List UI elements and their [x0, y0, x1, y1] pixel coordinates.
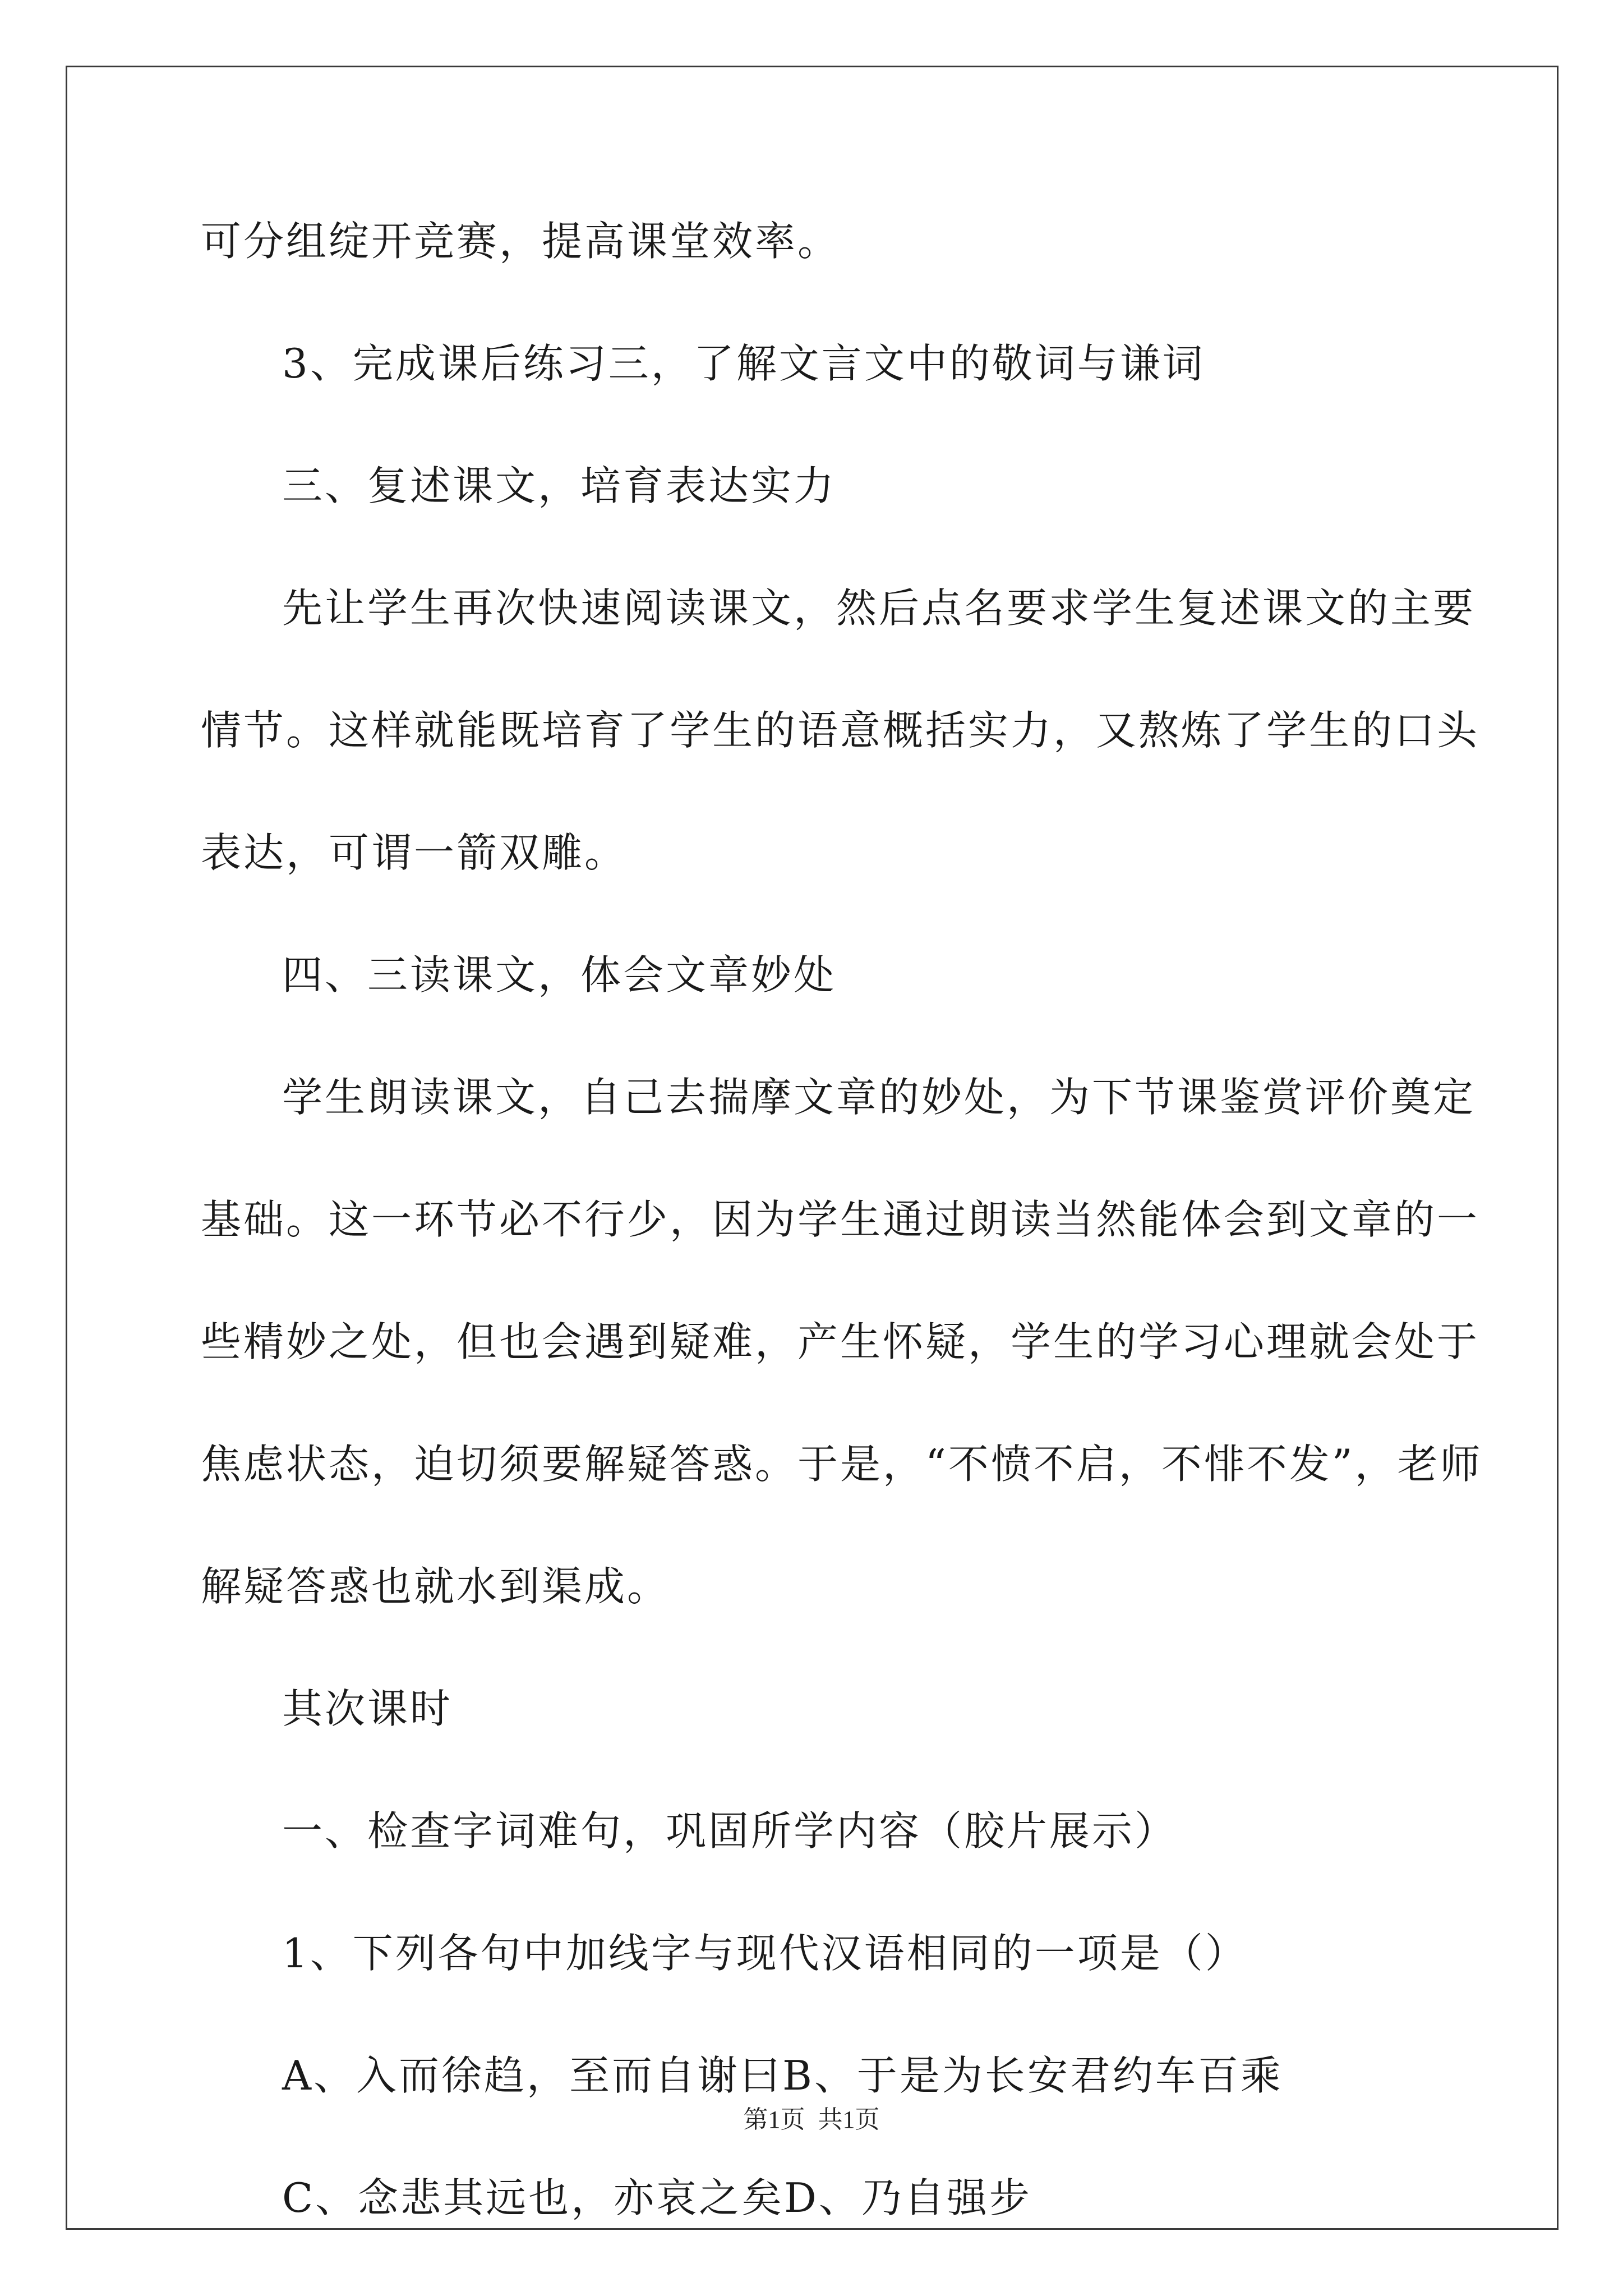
- text-line: 可分组绽开竞赛，提高课堂效率。: [201, 218, 841, 265]
- text-line: 表达，可谓一箭双雕。: [201, 829, 628, 876]
- page-number: 第1页: [743, 2106, 805, 2133]
- answer-options-line: C、念悲其远也，亦哀之矣D、乃自强步: [282, 2174, 1032, 2221]
- answer-options-line: A、入而徐趋，至而自谢曰B、于是为长安君约车百乘: [282, 2052, 1283, 2099]
- text-line: 焦虑状态，迫切须要解疑答惑。于是，“不愤不启，不悱不发”，老师: [201, 1441, 1483, 1488]
- total-pages: 共1页: [818, 2106, 880, 2133]
- page-footer: [0, 2099, 1623, 2135]
- text-line: 情节。这样就能既培育了学生的语意概括实力，又熬炼了学生的口头: [201, 707, 1480, 754]
- text-line: 先让学生再次快速阅读课文，然后点名要求学生复述课文的主要: [282, 585, 1476, 632]
- section-heading: 其次课时: [282, 1685, 453, 1732]
- question-line: 1、下列各句中加线字与现代汉语相同的一项是（）: [282, 1930, 1248, 1977]
- text-line: 学生朗读课文，自己去揣摩文章的妙处，为下节课鉴赏评价奠定: [282, 1074, 1476, 1121]
- document-body: [201, 213, 1483, 2292]
- text-line: 3、完成课后练习三，了解文言文中的敬词与谦词: [282, 340, 1205, 387]
- section-heading: 三、复述课文，培育表达实力: [282, 462, 837, 509]
- text-line: 基础。这一环节必不行少，因为学生通过朗读当然能体会到文章的一: [201, 1196, 1480, 1243]
- text-line: 些精妙之处，但也会遇到疑难，产生怀疑，学生的学习心理就会处于: [201, 1318, 1480, 1365]
- section-heading: 四、三读课文，体会文章妙处: [282, 951, 837, 999]
- text-line: 解疑答惑也就水到渠成。: [201, 1563, 670, 1610]
- section-heading: 一、检查字词难句，巩固所学内容（胶片展示）: [282, 1807, 1178, 1855]
